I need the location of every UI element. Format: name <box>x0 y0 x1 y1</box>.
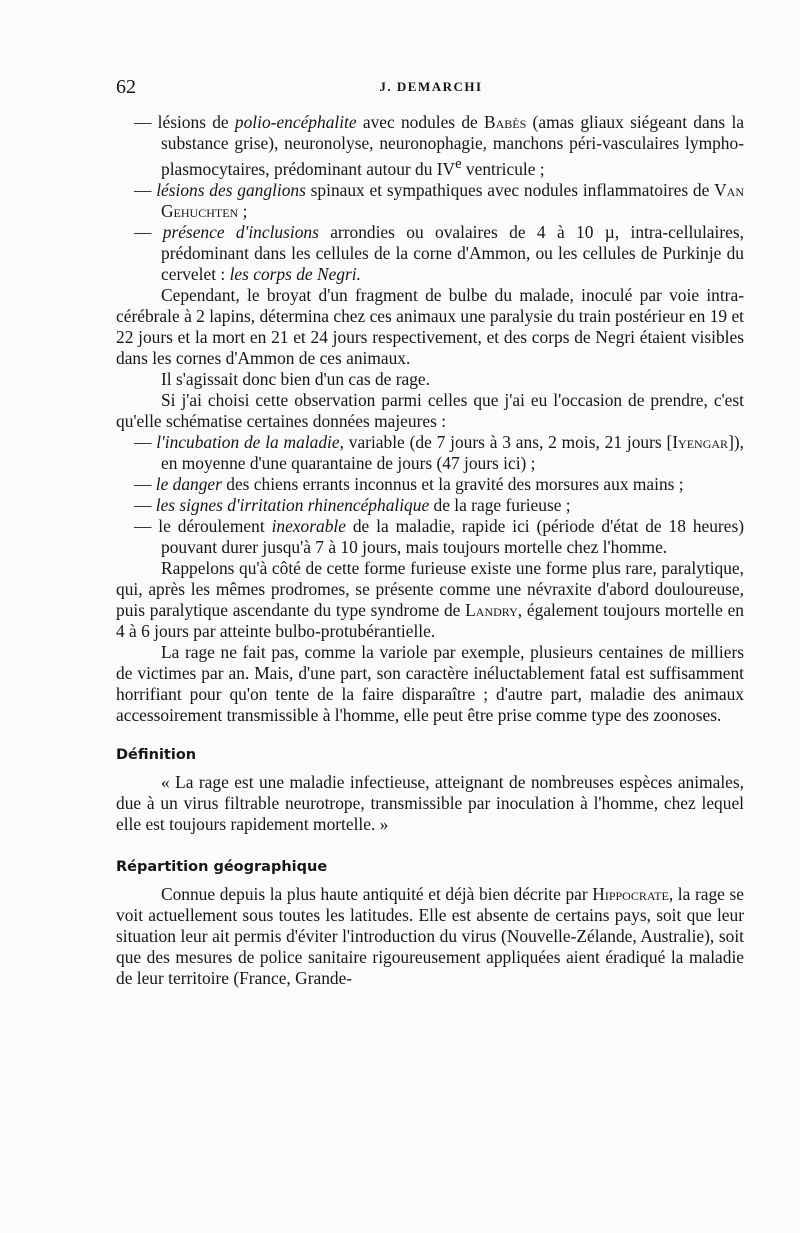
list-item: — présence d'inclusions arrondies ou ovalaires de 4 à 10 µ, intra-cellulaires, prédominant dans les cellules de la corne d'Ammon, ou les cellules de Purkinje du cervelet : les corps de Negri. <box>134 221 744 284</box>
item-dash: — <box>134 179 152 200</box>
paragraph: Rappelons qu'à côté de cette forme furieuse existe une forme plus rare, paralytique, qui, après les mêmes prodromes, se présente comme une névraxite d'abord douloureuse, puis paralytique ascendante du type syndrome de Landry, également toujours mortelle en 4 à 6 jours par atteinte bulbo-protubérantielle. <box>116 557 745 641</box>
section-heading-geography: Répartition géographique <box>116 858 328 875</box>
item-dash: — <box>134 431 152 452</box>
section-heading-definition: Définition <box>116 746 197 763</box>
list-item: — l'incubation de la maladie, variable (de 7 jours à 3 ans, 2 mois, 21 jours [Iyengar]), en moyenne d'une quarantaine de jours (47 jours ici) ; <box>134 431 744 473</box>
paragraph: La rage ne fait pas, comme la variole par exemple, plusieurs centaines de milliers de victimes par an. Mais, d'une part, son caractère inéluctablement fatal est suffisamment horrifiant pour qu'on tente de la faire disparaître ; d'autre part, maladie des animaux accessoirement transmissible à l'homme, elle peut être prise comme type des zoonoses. <box>116 641 744 725</box>
list-item: — le déroulement inexorable de la maladie, rapide ici (période d'état de 18 heures) pouvant durer jusqu'à 7 à 10 jours, mais toujours mortelle chez l'homme. <box>134 515 744 557</box>
paragraph: Si j'ai choisi cette observation parmi celles que j'ai eu l'occasion de prendre, c'est qu'elle schématise certaines données majeures : <box>116 389 744 431</box>
list-item: — lésions de polio-encéphalite avec nodules de Babès (amas gliaux siégeant dans la substance grise), neuronolyse, neuronophagie, manchons péri-vasculaires lympho-plasmocytaires, prédominant autour du IVe ventricule ; <box>134 112 744 179</box>
paragraph: Connue depuis la plus haute antiquité et déjà bien décrite par Hippocrate, la rage se voit actuellement sous toutes les latitudes. Elle est absente de certains pays, soit que leur situation leur ait permis d'éviter l'introduction du virus (Nouvelle-Zélande, Australie), soit que des mesures de police sanitaire rigoureusement appliquées aient éradiqué la maladie de leur territoire (France, Grande- <box>116 883 744 988</box>
paragraph: « La rage est une maladie infectieuse, atteignant de nombreuses espèces animales, due à un virus filtrable neurotrope, transmissible par inoculation à l'homme, chez lequel elle est toujours rapidement mortelle. » <box>116 771 744 834</box>
paragraph: Cependant, le broyat d'un fragment de bulbe du malade, inoculé par voie intra-cérébrale à 2 lapins, détermina chez ces animaux une paralysie du train postérieur en 19 et 22 jours et la mort en 21 et 24 jours respectivement, et des corps de Negri étaient visibles dans les cornes d'Ammon de ces animaux. <box>116 284 744 368</box>
item-dash: — <box>134 221 152 242</box>
page-number: 62 <box>116 76 136 98</box>
page-header <box>116 76 746 102</box>
page-body <box>116 112 744 989</box>
paragraph: Il s'agissait donc bien d'un cas de rage. <box>161 368 430 389</box>
item-dash: — <box>134 494 152 515</box>
item-dash: — <box>134 473 152 494</box>
running-head: J. DEMARCHI <box>379 79 483 94</box>
list-item: — les signes d'irritation rhinencéphalique de la rage furieuse ; <box>134 494 571 515</box>
item-dash: — <box>134 112 152 132</box>
item-dash: — <box>134 515 152 536</box>
list-item: — le danger des chiens errants inconnus et la gravité des morsures aux mains ; <box>134 473 684 494</box>
list-item: — lésions des ganglions spinaux et sympathiques avec nodules inflammatoires de Van Gehuchten ; <box>134 179 744 221</box>
